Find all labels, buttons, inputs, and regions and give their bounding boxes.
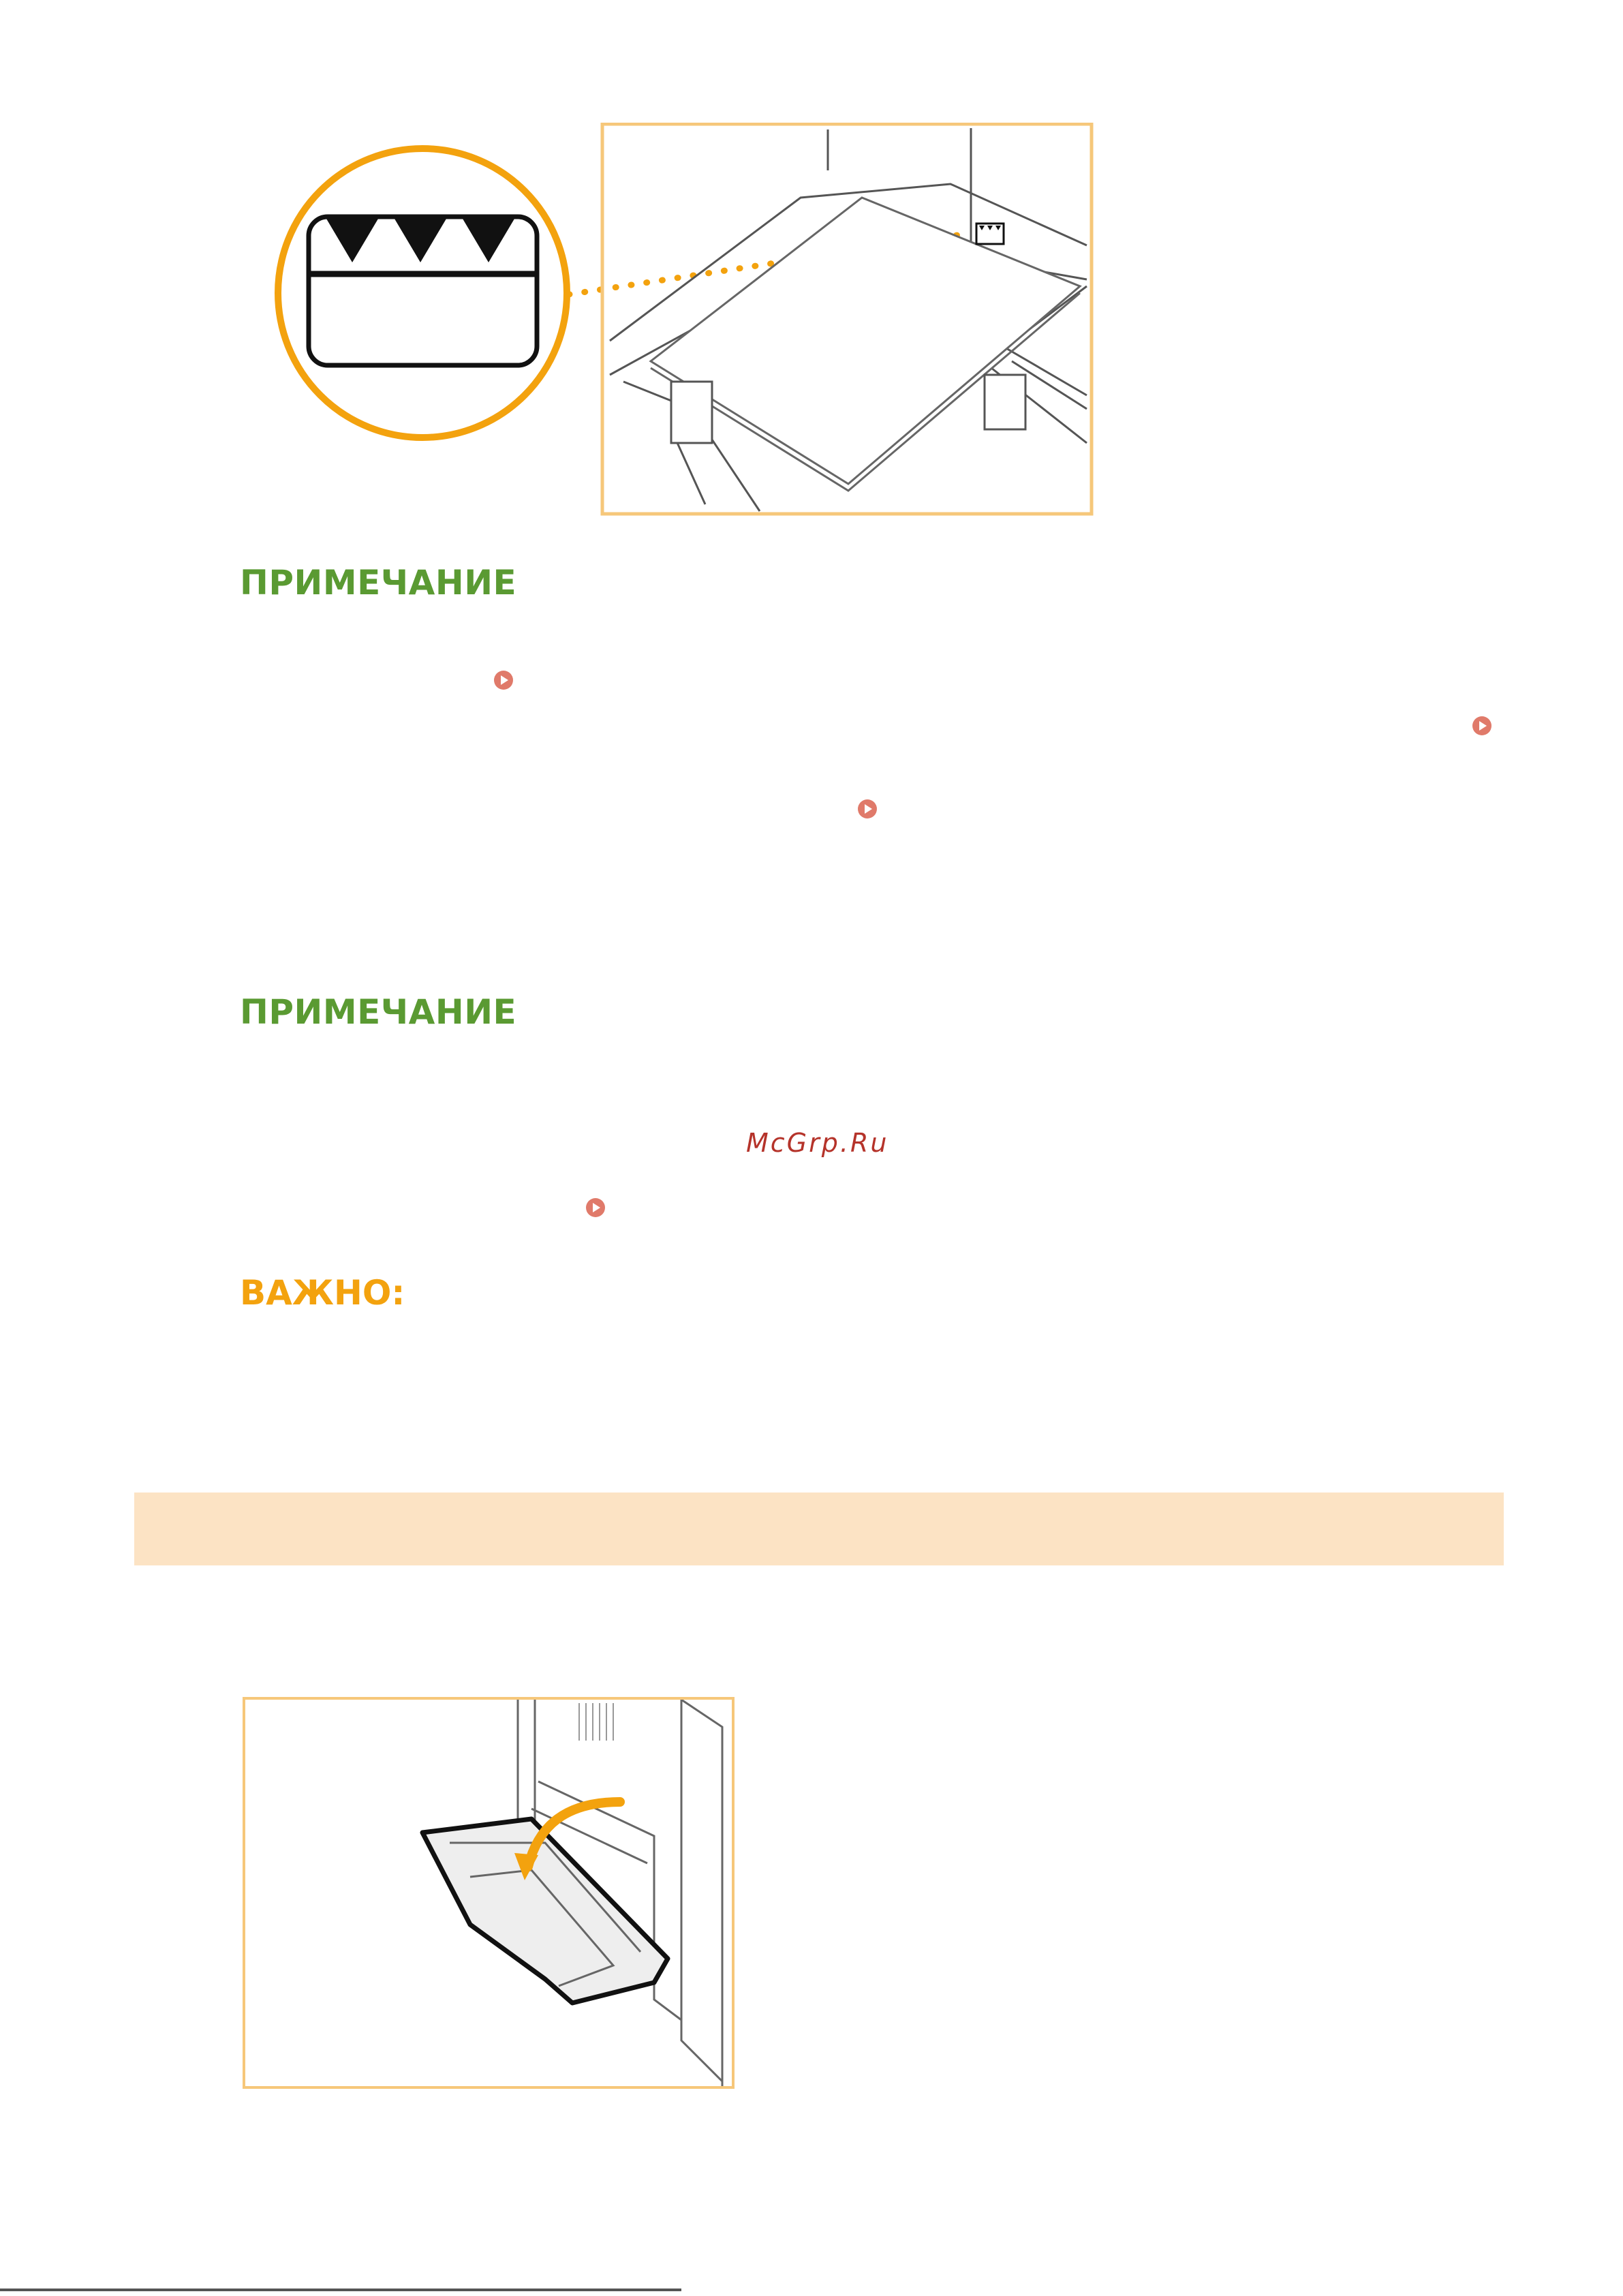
circle-play-icon[interactable] [857,799,878,819]
watermark: McGrp.Ru [746,1128,889,1158]
circle-play-icon[interactable] [1472,716,1492,736]
manual-feed-illustration [245,1700,732,2086]
important-heading: ВАЖНО: [240,1273,405,1313]
section-header-band [134,1493,1504,1565]
note-heading: ПРИМЕЧАНИЕ [240,563,517,602]
paper-stack [651,198,1080,484]
circle-play-icon[interactable] [493,670,514,690]
note-heading: ПРИМЕЧАНИЕ [240,992,517,1032]
circle-play-icon[interactable] [585,1197,606,1218]
footer-divider [0,2289,681,2291]
paper-limit-figure [269,123,1097,518]
paper-limit-illustration [269,123,1097,518]
manual-feed-figure [243,1697,735,2089]
manual-feed-tray [422,1819,668,2003]
